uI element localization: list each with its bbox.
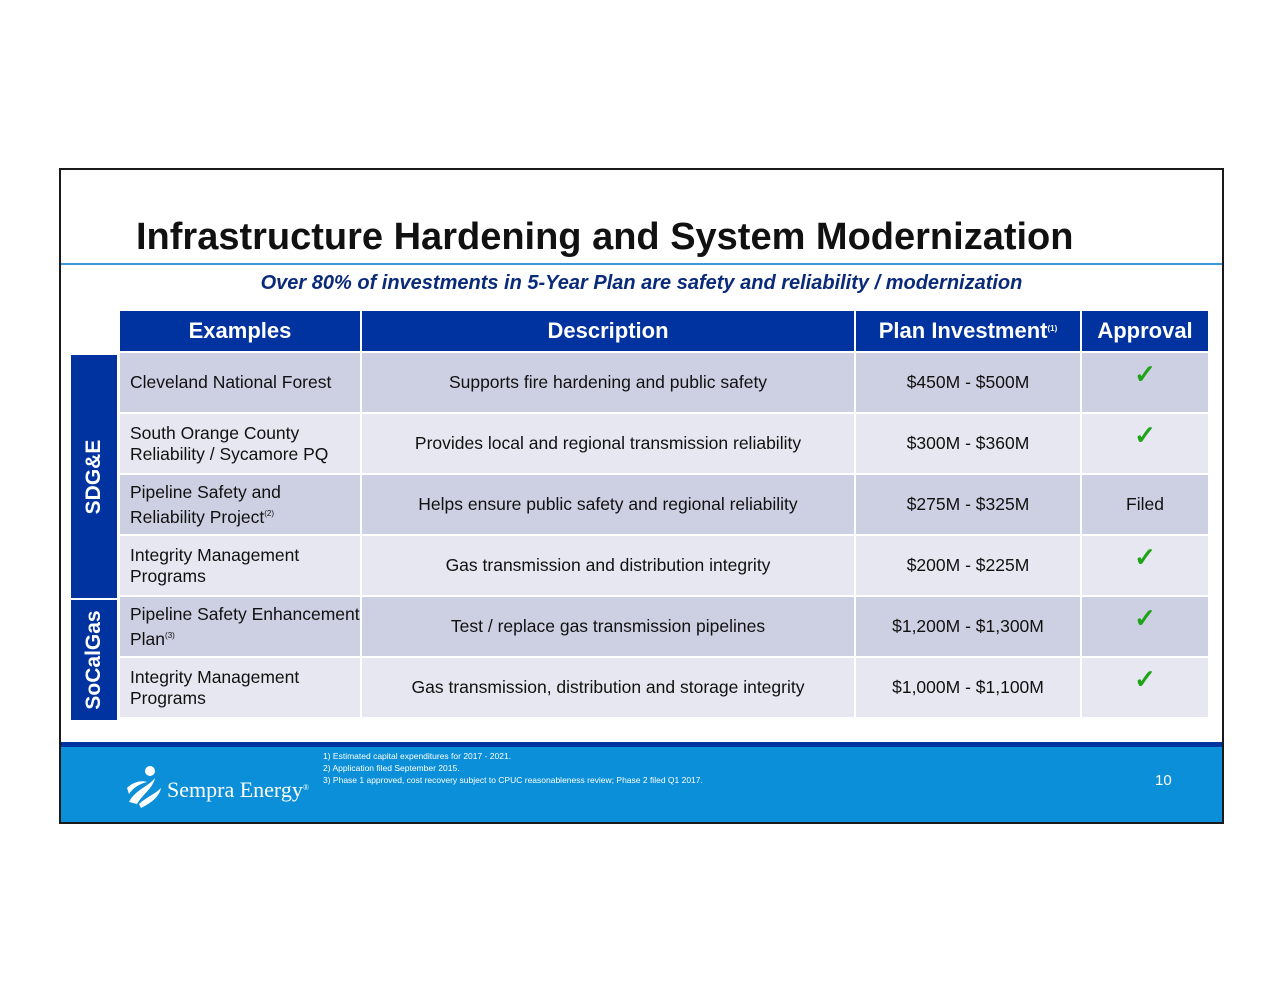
example-text: Pipeline Safety and Reliability Project — [130, 481, 281, 527]
example-footnote: (3) — [165, 630, 175, 640]
socalgas-group-label — [71, 600, 117, 720]
example-footnote: (2) — [264, 508, 274, 518]
footnote-3: 3) Phase 1 approved, cost recovery subject to CPUC reasonableness review; Phase 2 filed Q1 2017. — [323, 775, 703, 785]
description-cell: Supports fire hardening and public safety — [362, 353, 854, 412]
example-text: Cleveland National Forest — [130, 372, 332, 392]
header-investment-footnote: (1) — [1047, 324, 1058, 333]
example-text: Integrity Management Programs — [130, 544, 300, 586]
logo-registered-mark: ® — [302, 783, 309, 792]
footer-bar — [61, 742, 1222, 822]
sdge-group-label — [71, 355, 117, 598]
table-row — [120, 353, 1208, 412]
page-number: 10 — [1155, 772, 1172, 789]
example-text: Integrity Management Programs — [130, 666, 300, 708]
example-cell — [120, 597, 360, 656]
investment-table — [118, 309, 1210, 719]
header-examples: Examples — [120, 311, 360, 351]
example-cell — [120, 414, 360, 473]
investment-cell: $1,200M - $1,300M — [856, 597, 1080, 656]
investment-cell: $300M - $360M — [856, 414, 1080, 473]
header-row — [120, 311, 1208, 351]
table-row — [120, 597, 1208, 656]
logo-wordmark — [167, 777, 309, 803]
sdge-label-text: SDG&E — [82, 439, 105, 514]
description-cell: Gas transmission, distribution and storage integrity — [362, 658, 854, 717]
title-divider — [61, 263, 1222, 265]
investment-cell: $1,000M - $1,100M — [856, 658, 1080, 717]
description-cell: Provides local and regional transmission reliability — [362, 414, 854, 473]
header-description: Description — [362, 311, 854, 351]
header-approval: Approval — [1082, 311, 1208, 351]
example-text: South Orange County Reliability / Sycamore PQ — [130, 422, 329, 464]
header-investment-label: Plan Investment — [878, 318, 1048, 343]
subtitle: Over 80% of investments in 5-Year Plan are safety and reliability / modernization — [260, 272, 1023, 294]
footnote-1: 1) Estimated capital expenditures for 2017 - 2021. — [323, 751, 512, 761]
approval-cell — [1082, 536, 1208, 595]
example-cell — [120, 353, 360, 412]
approval-cell — [1082, 353, 1208, 412]
checkmark-icon: ✓ — [1134, 420, 1156, 450]
approval-cell — [1082, 414, 1208, 473]
approval-cell: Filed — [1082, 475, 1208, 534]
approval-cell — [1082, 597, 1208, 656]
sempra-logo — [125, 764, 315, 810]
footnotes — [323, 750, 703, 786]
checkmark-icon: ✓ — [1134, 359, 1156, 389]
footnote-2: 2) Application filed September 2015. — [323, 763, 460, 773]
slide — [59, 168, 1224, 824]
header-investment — [856, 311, 1080, 351]
checkmark-icon: ✓ — [1134, 542, 1156, 572]
logo-name: Sempra Energy — [167, 777, 303, 802]
table-row — [120, 414, 1208, 473]
page-title: Infrastructure Hardening and System Modernization — [136, 216, 1074, 258]
table-row — [120, 536, 1208, 595]
investment-cell: $275M - $325M — [856, 475, 1080, 534]
example-cell — [120, 475, 360, 534]
investment-cell: $450M - $500M — [856, 353, 1080, 412]
checkmark-icon: ✓ — [1134, 603, 1156, 633]
investment-cell: $200M - $225M — [856, 536, 1080, 595]
socalgas-label-text: SoCalGas — [82, 610, 105, 710]
table-row — [120, 658, 1208, 717]
description-cell: Gas transmission and distribution integrity — [362, 536, 854, 595]
description-cell: Test / replace gas transmission pipelines — [362, 597, 854, 656]
example-text: Pipeline Safety Enhancement Plan — [130, 603, 360, 649]
example-cell — [120, 536, 360, 595]
approval-cell — [1082, 658, 1208, 717]
table-row — [120, 475, 1208, 534]
example-cell — [120, 658, 360, 717]
sempra-flame-icon — [125, 764, 165, 810]
description-cell: Helps ensure public safety and regional reliability — [362, 475, 854, 534]
checkmark-icon: ✓ — [1134, 664, 1156, 694]
footer-top-rule — [61, 742, 1222, 747]
